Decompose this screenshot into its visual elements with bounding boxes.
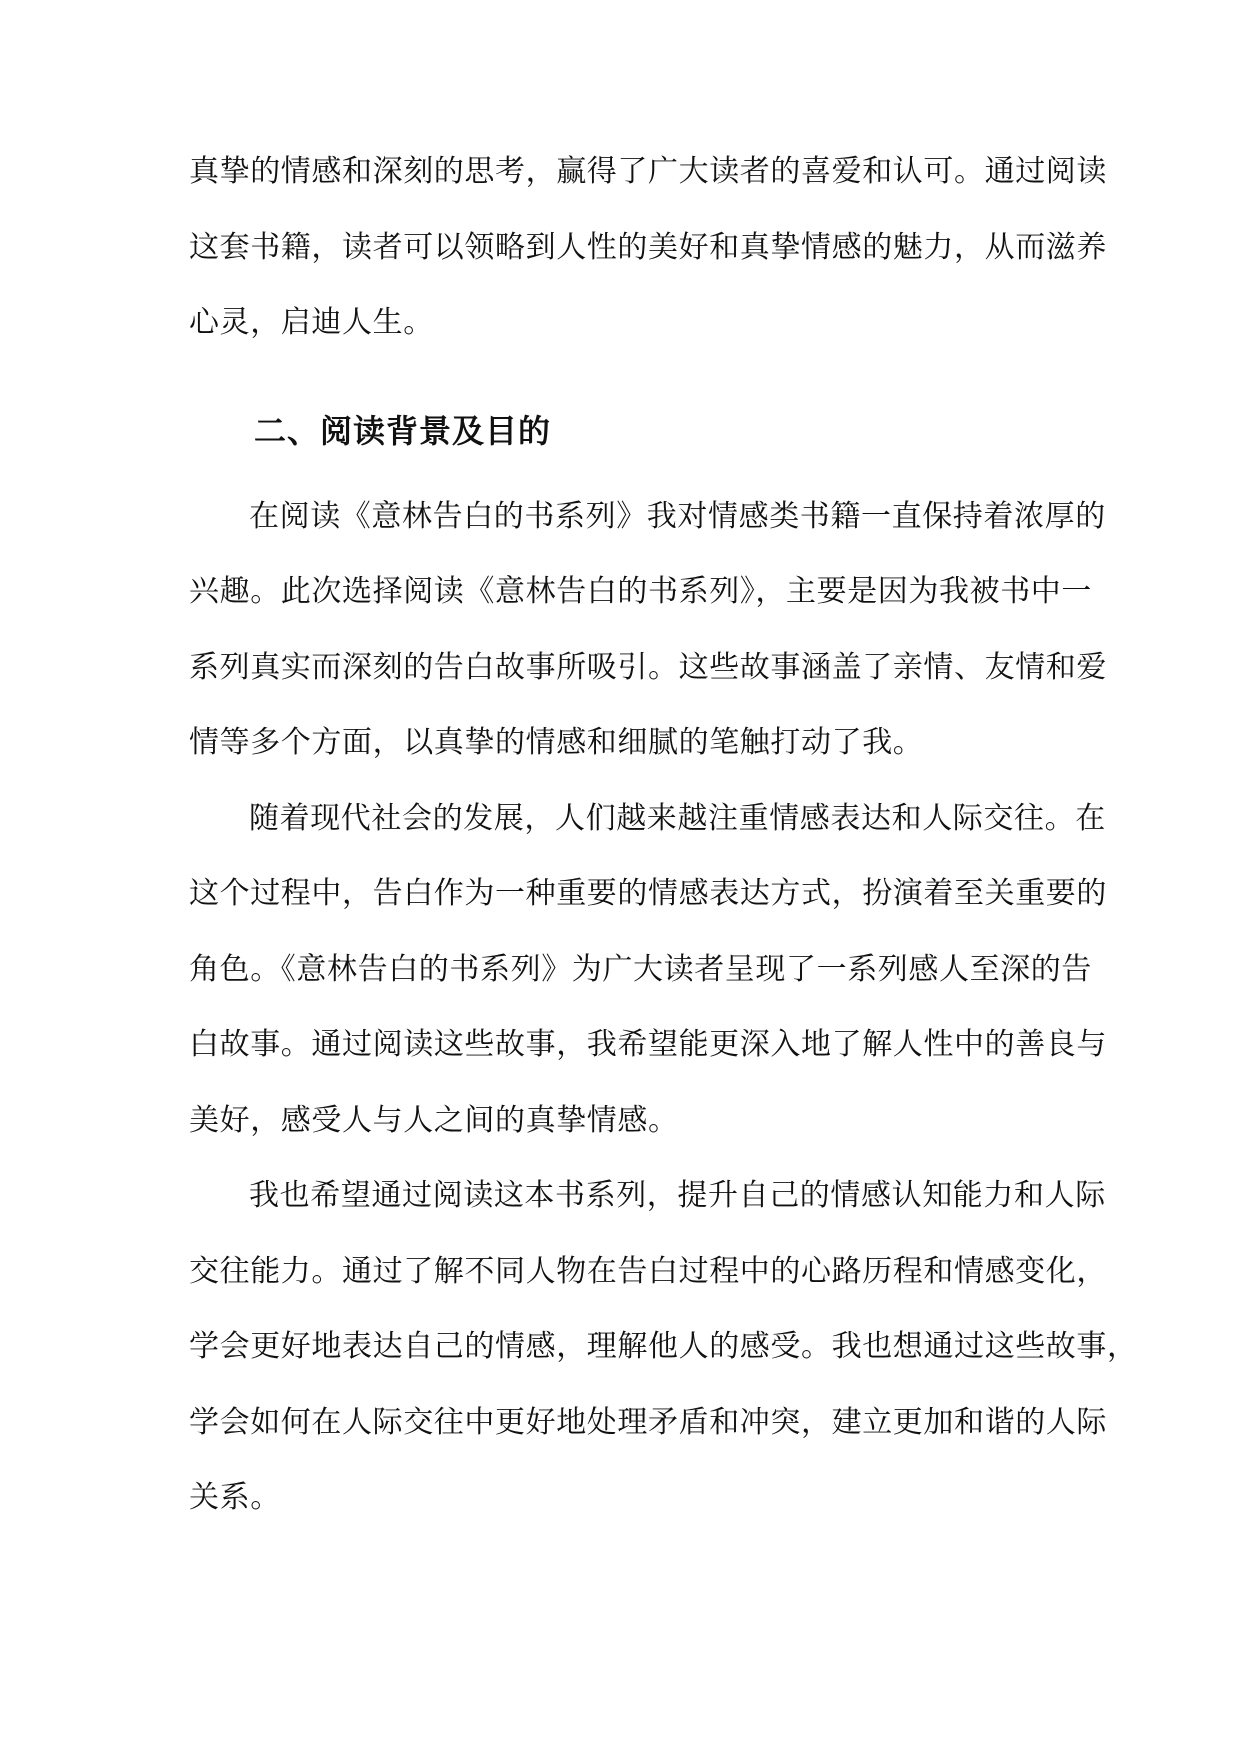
text-line: 美好，感受人与人之间的真挚情感。 — [189, 1103, 679, 1138]
text-line: 在阅读《意林告白的书系列》我对情感类书籍一直保持着浓厚的 — [249, 499, 1106, 534]
text-line: 学会如何在人际交往中更好地处理矛盾和冲突，建立更加和谐的人际 — [189, 1405, 1107, 1440]
text-line: 角色。《意林告白的书系列》为广大读者呈现了一系列感人至深的告 — [189, 952, 1092, 987]
text-line: 情等多个方面，以真挚的情感和细腻的笔触打动了我。 — [189, 725, 924, 760]
text-line: 这套书籍，读者可以领略到人性的美好和真挚情感的魅力，从而滋养 — [189, 230, 1107, 265]
text-line: 心灵，启迪人生。 — [189, 305, 434, 340]
text-line: 白故事。通过阅读这些故事，我希望能更深入地了解人性中的善良与 — [189, 1027, 1107, 1062]
text-line: 真挚的情感和深刻的思考，赢得了广大读者的喜爱和认可。通过阅读 — [189, 154, 1107, 189]
text-line: 交往能力。通过了解不同人物在告白过程中的心路历程和情感变化， — [189, 1254, 1107, 1289]
text-line: 系列真实而深刻的告白故事所吸引。这些故事涵盖了亲情、友情和爱 — [189, 650, 1107, 685]
text-line: 随着现代社会的发展，人们越来越注重情感表达和人际交往。在 — [249, 801, 1106, 836]
text-line: 这个过程中，告白作为一种重要的情感表达方式，扮演着至关重要的 — [189, 876, 1107, 911]
text-line: 关系。 — [189, 1480, 281, 1515]
section-heading: 二、阅读背景及目的 — [254, 412, 552, 450]
text-line: 我也希望通过阅读这本书系列，提升自己的情感认知能力和人际 — [249, 1178, 1106, 1213]
text-line: 兴趣。此次选择阅读《意林告白的书系列》，主要是因为我被书中一 — [189, 574, 1092, 609]
text-line: 学会更好地表达自己的情感，理解他人的感受。我也想通过这些故事， — [189, 1329, 1138, 1364]
